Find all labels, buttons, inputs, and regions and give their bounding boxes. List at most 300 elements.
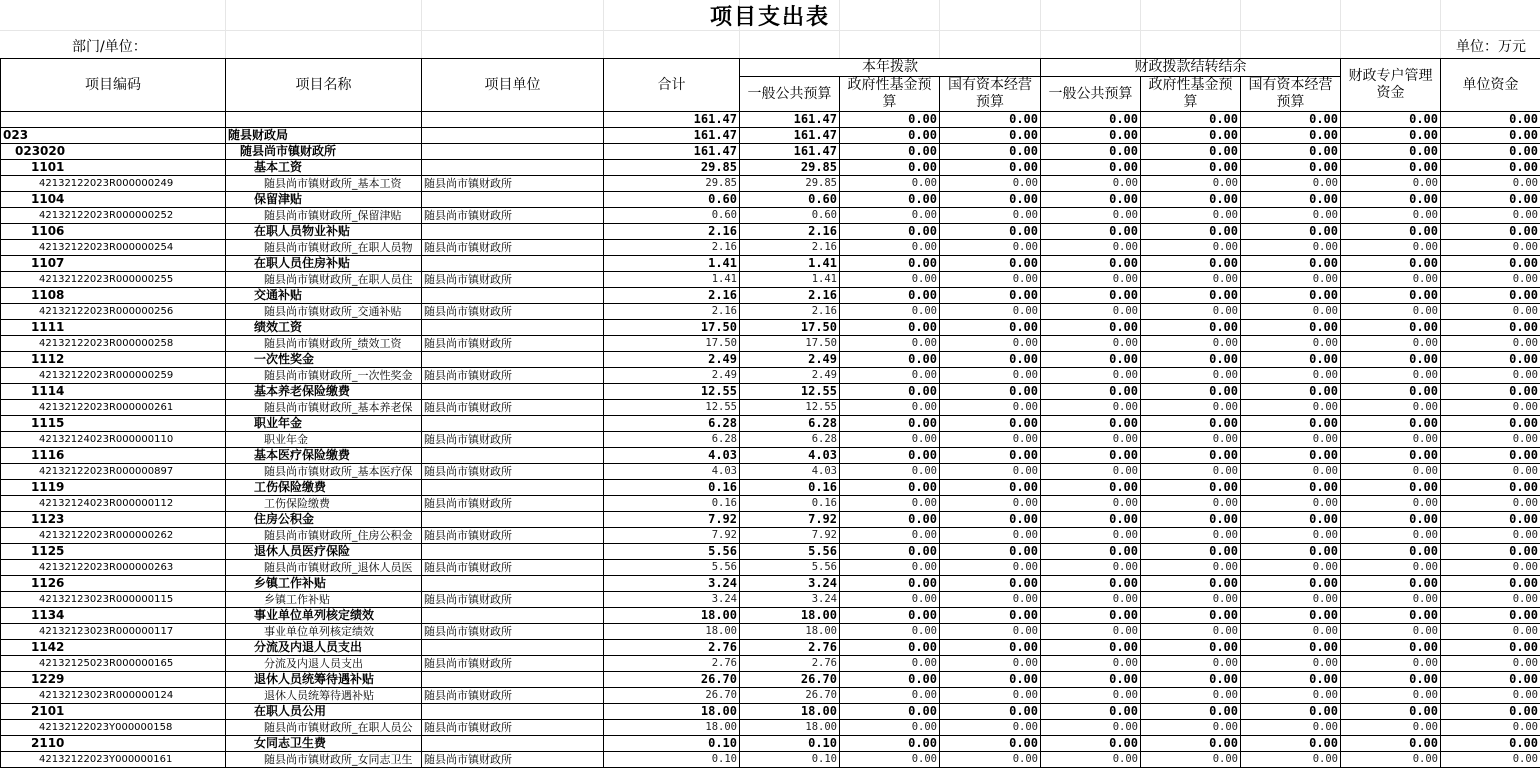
cell-amount: 0.00 [1241, 112, 1341, 128]
cell-amount: 0.00 [840, 496, 940, 512]
cell-amount: 0.00 [940, 336, 1041, 352]
cell-code: 42132123023R000000117 [1, 624, 226, 640]
cell-name: 随县尚市镇财政所_住房公积金 [226, 528, 422, 544]
cell-amount: 0.00 [840, 624, 940, 640]
cell-amount: 0.00 [1041, 368, 1141, 384]
cell-amount: 17.50 [740, 336, 840, 352]
cell-name: 分流及内退人员支出 [226, 640, 422, 656]
table-row [1, 672, 1540, 688]
cell-amount: 0.00 [1041, 640, 1141, 656]
cell-name: 乡镇工作补贴 [226, 576, 422, 592]
header-total: 合计 [604, 59, 740, 112]
cell-name: 基本养老保险缴费 [226, 384, 422, 400]
cell-amount: 0.00 [1341, 448, 1441, 464]
cell-amount: 0.00 [1041, 656, 1141, 672]
table-row [1, 272, 1540, 288]
table-row [1, 496, 1540, 512]
cell-amount: 0.00 [840, 704, 940, 720]
cell-code: 42132123023R000000115 [1, 592, 226, 608]
cell-amount: 0.00 [1441, 272, 1540, 288]
cell-amount: 0.00 [840, 144, 940, 160]
cell-name: 在职人员公用 [226, 704, 422, 720]
cell-amount: 0.00 [1441, 752, 1540, 768]
cell-amount: 0.00 [1341, 384, 1441, 400]
cell-unit [422, 608, 604, 624]
cell-code [1, 112, 226, 128]
cell-amount: 0.60 [740, 208, 840, 224]
cell-amount: 0.00 [940, 640, 1041, 656]
cell-amount: 1.41 [604, 256, 740, 272]
cell-amount: 0.00 [940, 352, 1041, 368]
cell-name: 工伤保险缴费 [226, 480, 422, 496]
cell-amount: 0.00 [840, 608, 940, 624]
report-title: 项目支出表 [709, 5, 830, 30]
cell-amount: 0.00 [1341, 288, 1441, 304]
cell-amount: 0.00 [1441, 528, 1540, 544]
cell-amount: 5.56 [604, 560, 740, 576]
cell-name: 住房公积金 [226, 512, 422, 528]
cell-code: 42132122023R000000258 [1, 336, 226, 352]
cell-amount: 0.00 [1241, 192, 1341, 208]
cell-amount: 0.00 [1341, 480, 1441, 496]
cell-amount: 0.00 [940, 608, 1041, 624]
cell-amount: 0.00 [840, 192, 940, 208]
cell-name: 随县尚市镇财政所_基本工资 [226, 176, 422, 192]
header-own-funds: 单位资金 [1441, 59, 1540, 112]
cell-name: 随县尚市镇财政所 [226, 144, 422, 160]
cell-amount: 0.00 [940, 320, 1041, 336]
cell-amount: 0.00 [840, 128, 940, 144]
cell-amount: 0.00 [1041, 224, 1141, 240]
cell-amount: 0.00 [1241, 736, 1341, 752]
cell-amount: 0.00 [1241, 464, 1341, 480]
cell-unit [422, 640, 604, 656]
cell-amount: 0.00 [1341, 704, 1441, 720]
cell-amount: 0.00 [1441, 368, 1540, 384]
cell-name: 职业年金 [226, 416, 422, 432]
cell-amount: 0.00 [840, 752, 940, 768]
cell-amount: 0.00 [940, 304, 1041, 320]
cell-amount: 0.00 [840, 736, 940, 752]
cell-unit: 随县尚市镇财政所 [422, 176, 604, 192]
cell-amount: 0.00 [1441, 352, 1540, 368]
cell-amount: 0.00 [1241, 400, 1341, 416]
cell-amount: 0.00 [940, 192, 1041, 208]
cell-amount: 0.00 [1041, 416, 1141, 432]
cell-amount: 0.00 [1141, 416, 1241, 432]
table-row [1, 640, 1540, 656]
cell-amount: 0.00 [1041, 480, 1141, 496]
cell-amount: 0.00 [1341, 304, 1441, 320]
cell-code: 1134 [1, 608, 226, 624]
cell-amount: 0.00 [1341, 240, 1441, 256]
cell-amount: 0.00 [1441, 400, 1540, 416]
cell-amount: 0.00 [940, 512, 1041, 528]
cell-amount: 161.47 [604, 144, 740, 160]
cell-amount: 0.60 [604, 192, 740, 208]
cell-unit: 随县尚市镇财政所 [422, 272, 604, 288]
cell-amount: 7.92 [604, 528, 740, 544]
cell-amount: 0.00 [1341, 672, 1441, 688]
table-row [1, 112, 1540, 128]
cell-amount: 0.00 [1441, 432, 1540, 448]
cell-amount: 2.76 [740, 640, 840, 656]
cell-amount: 0.00 [1141, 176, 1241, 192]
cell-amount: 161.47 [604, 128, 740, 144]
cell-amount: 0.16 [740, 480, 840, 496]
cell-unit: 随县尚市镇财政所 [422, 592, 604, 608]
cell-amount: 0.00 [1241, 576, 1341, 592]
cell-amount: 0.00 [940, 112, 1041, 128]
cell-amount: 0.00 [940, 576, 1041, 592]
table-row [1, 464, 1540, 480]
table-row [1, 160, 1540, 176]
cell-code: 42132122023R000000261 [1, 400, 226, 416]
cell-code: 42132122023R000000262 [1, 528, 226, 544]
cell-amount: 4.03 [740, 464, 840, 480]
cell-unit [422, 448, 604, 464]
cell-amount: 0.00 [1441, 192, 1540, 208]
cell-unit [422, 192, 604, 208]
cell-code: 2101 [1, 704, 226, 720]
header-g1-state-capital: 国有资本经营预算 [940, 77, 1041, 112]
cell-amount: 0.00 [1141, 736, 1241, 752]
cell-amount: 0.00 [840, 432, 940, 448]
cell-amount: 1.41 [604, 272, 740, 288]
cell-unit [422, 224, 604, 240]
cell-amount: 0.00 [1241, 240, 1341, 256]
cell-unit [422, 416, 604, 432]
cell-amount: 0.00 [1441, 640, 1540, 656]
cell-code: 42132122023R000000249 [1, 176, 226, 192]
table-row [1, 528, 1540, 544]
cell-amount: 2.16 [604, 224, 740, 240]
cell-amount: 0.00 [940, 672, 1041, 688]
cell-amount: 0.00 [1141, 288, 1241, 304]
cell-name: 事业单位单列核定绩效 [226, 608, 422, 624]
cell-amount: 2.16 [740, 304, 840, 320]
cell-amount: 0.00 [1341, 416, 1441, 432]
cell-amount: 0.00 [1241, 560, 1341, 576]
cell-amount: 0.00 [1141, 608, 1241, 624]
cell-amount: 0.00 [1441, 736, 1540, 752]
cell-amount: 0.00 [840, 688, 940, 704]
cell-amount: 0.00 [1241, 544, 1341, 560]
cell-amount: 0.00 [840, 416, 940, 432]
cell-amount: 0.00 [1141, 112, 1241, 128]
cell-amount: 0.00 [1141, 576, 1241, 592]
cell-amount: 17.50 [740, 320, 840, 336]
cell-amount: 18.00 [740, 624, 840, 640]
cell-amount: 0.00 [840, 384, 940, 400]
cell-amount: 18.00 [604, 608, 740, 624]
cell-amount: 0.00 [1441, 544, 1540, 560]
cell-amount: 0.00 [1441, 480, 1540, 496]
cell-unit [422, 256, 604, 272]
cell-amount: 0.00 [940, 736, 1041, 752]
cell-unit: 随县尚市镇财政所 [422, 688, 604, 704]
cell-amount: 0.00 [1141, 272, 1241, 288]
cell-amount: 161.47 [740, 112, 840, 128]
cell-amount: 0.00 [1441, 704, 1540, 720]
cell-name: 退休人员统筹待遇补贴 [226, 672, 422, 688]
cell-amount: 0.00 [1241, 496, 1341, 512]
cell-amount: 18.00 [604, 720, 740, 736]
cell-amount: 0.00 [1341, 592, 1441, 608]
cell-amount: 2.49 [604, 368, 740, 384]
cell-amount: 0.00 [1341, 752, 1441, 768]
table-row [1, 192, 1540, 208]
cell-code: 1229 [1, 672, 226, 688]
cell-amount: 0.00 [1241, 320, 1341, 336]
cell-amount: 0.00 [1041, 704, 1141, 720]
cell-amount: 0.00 [1441, 576, 1540, 592]
cell-amount: 2.76 [740, 656, 840, 672]
cell-unit: 随县尚市镇财政所 [422, 624, 604, 640]
table-row [1, 544, 1540, 560]
table-body [1, 112, 1540, 768]
cell-name: 随县财政局 [226, 128, 422, 144]
cell-amount: 0.00 [840, 208, 940, 224]
cell-amount: 0.00 [840, 320, 940, 336]
cell-amount: 0.00 [1441, 112, 1540, 128]
cell-amount: 0.00 [1141, 400, 1241, 416]
cell-amount: 0.00 [1341, 336, 1441, 352]
cell-amount: 0.00 [1441, 336, 1540, 352]
cell-unit: 随县尚市镇财政所 [422, 240, 604, 256]
table-row [1, 656, 1540, 672]
cell-name: 随县尚市镇财政所_退休人员医 [226, 560, 422, 576]
cell-code: 42132122023R000000252 [1, 208, 226, 224]
cell-amount: 0.00 [1041, 400, 1141, 416]
cell-unit: 随县尚市镇财政所 [422, 560, 604, 576]
header-g2-general: 一般公共预算 [1041, 77, 1141, 112]
header-current-year-allocation: 本年拨款 [740, 59, 1041, 77]
cell-amount: 0.00 [1241, 304, 1341, 320]
cell-amount: 18.00 [740, 608, 840, 624]
cell-amount: 2.76 [604, 640, 740, 656]
cell-unit: 随县尚市镇财政所 [422, 464, 604, 480]
cell-unit: 随县尚市镇财政所 [422, 336, 604, 352]
cell-amount: 0.00 [1041, 688, 1141, 704]
cell-name: 随县尚市镇财政所_一次性奖金 [226, 368, 422, 384]
table-row [1, 592, 1540, 608]
cell-amount: 0.00 [1441, 320, 1540, 336]
cell-name: 工伤保险缴费 [226, 496, 422, 512]
cell-amount: 0.00 [1141, 464, 1241, 480]
cell-amount: 0.00 [1441, 240, 1540, 256]
cell-amount: 0.00 [1041, 320, 1141, 336]
cell-name: 随县尚市镇财政所_在职人员住 [226, 272, 422, 288]
cell-amount: 0.16 [604, 496, 740, 512]
cell-amount: 18.00 [740, 720, 840, 736]
cell-amount: 18.00 [740, 704, 840, 720]
cell-amount: 17.50 [604, 336, 740, 352]
cell-amount: 0.00 [1341, 640, 1441, 656]
cell-name: 分流及内退人员支出 [226, 656, 422, 672]
cell-amount: 0.00 [1441, 256, 1540, 272]
cell-code: 1111 [1, 320, 226, 336]
cell-amount: 0.00 [1341, 176, 1441, 192]
cell-amount: 0.00 [1141, 592, 1241, 608]
cell-unit [422, 128, 604, 144]
header-g2-state-capital: 国有资本经营预算 [1241, 77, 1341, 112]
expenditure-table [0, 58, 1540, 768]
cell-amount: 0.16 [604, 480, 740, 496]
cell-amount: 4.03 [604, 464, 740, 480]
cell-amount: 12.55 [604, 384, 740, 400]
cell-amount: 0.00 [1241, 272, 1341, 288]
cell-amount: 2.16 [740, 288, 840, 304]
cell-code: 42132122023R000000263 [1, 560, 226, 576]
cell-code: 42132122023R000000897 [1, 464, 226, 480]
cell-amount: 0.00 [1341, 736, 1441, 752]
cell-code: 023020 [1, 144, 226, 160]
cell-amount: 0.00 [940, 704, 1041, 720]
cell-amount: 0.00 [1341, 192, 1441, 208]
cell-amount: 0.00 [1441, 448, 1540, 464]
cell-amount: 29.85 [604, 160, 740, 176]
cell-amount: 0.00 [1041, 128, 1141, 144]
cell-amount: 2.49 [740, 352, 840, 368]
cell-amount: 7.92 [740, 512, 840, 528]
cell-amount: 0.00 [1141, 192, 1241, 208]
cell-amount: 3.24 [740, 576, 840, 592]
cell-amount: 0.00 [840, 224, 940, 240]
cell-amount: 0.00 [840, 304, 940, 320]
cell-amount: 0.00 [940, 528, 1041, 544]
cell-name: 乡镇工作补贴 [226, 592, 422, 608]
cell-amount: 0.00 [1041, 192, 1141, 208]
cell-amount: 0.00 [1241, 224, 1341, 240]
cell-amount: 0.00 [1041, 208, 1141, 224]
cell-amount: 0.00 [940, 384, 1041, 400]
cell-amount: 0.00 [1041, 448, 1141, 464]
cell-amount: 0.00 [1441, 416, 1540, 432]
cell-amount: 7.92 [604, 512, 740, 528]
cell-amount: 0.00 [940, 288, 1041, 304]
cell-amount: 0.00 [1241, 160, 1341, 176]
cell-amount: 0.00 [1041, 144, 1141, 160]
cell-amount: 0.00 [1041, 496, 1141, 512]
cell-amount: 0.00 [1241, 512, 1341, 528]
cell-code: 1112 [1, 352, 226, 368]
cell-name: 事业单位单列核定绩效 [226, 624, 422, 640]
cell-amount: 0.00 [1041, 304, 1141, 320]
cell-amount: 18.00 [604, 624, 740, 640]
table-row [1, 288, 1540, 304]
cell-amount: 0.00 [1341, 656, 1441, 672]
cell-amount: 0.00 [1141, 656, 1241, 672]
cell-amount: 0.00 [1341, 368, 1441, 384]
cell-amount: 0.00 [1041, 256, 1141, 272]
cell-amount: 0.00 [1041, 240, 1141, 256]
cell-amount: 0.00 [1341, 496, 1441, 512]
header-special-account: 财政专户管理资金 [1341, 59, 1441, 112]
cell-amount: 0.00 [840, 560, 940, 576]
cell-amount: 5.56 [740, 544, 840, 560]
cell-amount: 2.76 [604, 656, 740, 672]
table-row [1, 624, 1540, 640]
cell-code: 1126 [1, 576, 226, 592]
cell-amount: 0.00 [1141, 160, 1241, 176]
cell-amount: 2.49 [740, 368, 840, 384]
cell-unit [422, 160, 604, 176]
cell-name: 随县尚市镇财政所_基本养老保 [226, 400, 422, 416]
cell-amount: 0.00 [940, 656, 1041, 672]
cell-amount: 3.24 [604, 576, 740, 592]
cell-amount: 0.00 [840, 176, 940, 192]
cell-amount: 0.00 [940, 208, 1041, 224]
cell-unit [422, 480, 604, 496]
cell-amount: 0.00 [1141, 528, 1241, 544]
cell-amount: 0.00 [840, 256, 940, 272]
cell-code: 42132122023R000000255 [1, 272, 226, 288]
cell-amount: 0.00 [1241, 480, 1341, 496]
cell-amount: 0.00 [1041, 608, 1141, 624]
cell-amount: 0.00 [1141, 560, 1241, 576]
cell-amount: 0.00 [1441, 624, 1540, 640]
cell-amount: 0.00 [1241, 448, 1341, 464]
table-row [1, 304, 1540, 320]
cell-unit [422, 512, 604, 528]
table-row [1, 336, 1540, 352]
cell-amount: 0.00 [1041, 112, 1141, 128]
cell-amount: 2.16 [604, 288, 740, 304]
cell-code: 1119 [1, 480, 226, 496]
cell-amount: 12.55 [740, 400, 840, 416]
cell-amount: 0.00 [1341, 256, 1441, 272]
cell-amount: 0.00 [1441, 176, 1540, 192]
cell-amount: 18.00 [604, 704, 740, 720]
cell-amount: 29.85 [740, 160, 840, 176]
cell-amount: 0.00 [1241, 720, 1341, 736]
cell-amount: 6.28 [604, 416, 740, 432]
cell-amount: 0.00 [1341, 432, 1441, 448]
table-row [1, 144, 1540, 160]
cell-amount: 0.00 [1141, 640, 1241, 656]
table-row [1, 560, 1540, 576]
cell-amount: 0.00 [840, 112, 940, 128]
cell-amount: 0.00 [1241, 208, 1341, 224]
cell-unit [422, 672, 604, 688]
table-row [1, 704, 1540, 720]
cell-amount: 0.00 [1441, 128, 1540, 144]
cell-amount: 0.00 [1241, 528, 1341, 544]
cell-amount: 0.00 [1141, 336, 1241, 352]
cell-amount: 0.00 [1241, 640, 1341, 656]
cell-amount: 4.03 [604, 448, 740, 464]
cell-code: 42132122023R000000254 [1, 240, 226, 256]
cell-amount: 0.00 [1241, 256, 1341, 272]
cell-amount: 0.00 [1441, 512, 1540, 528]
cell-amount: 2.16 [604, 304, 740, 320]
cell-amount: 7.92 [740, 528, 840, 544]
cell-amount: 0.00 [940, 416, 1041, 432]
cell-amount: 0.10 [740, 736, 840, 752]
cell-amount: 0.00 [940, 368, 1041, 384]
cell-amount: 0.00 [940, 480, 1041, 496]
cell-amount: 0.00 [1341, 720, 1441, 736]
cell-amount: 0.00 [1141, 512, 1241, 528]
cell-unit: 随县尚市镇财政所 [422, 400, 604, 416]
header-g2-fund: 政府性基金预算 [1141, 77, 1241, 112]
table-row [1, 512, 1540, 528]
cell-unit [422, 144, 604, 160]
table-row [1, 352, 1540, 368]
cell-unit: 随县尚市镇财政所 [422, 656, 604, 672]
cell-unit: 随县尚市镇财政所 [422, 528, 604, 544]
